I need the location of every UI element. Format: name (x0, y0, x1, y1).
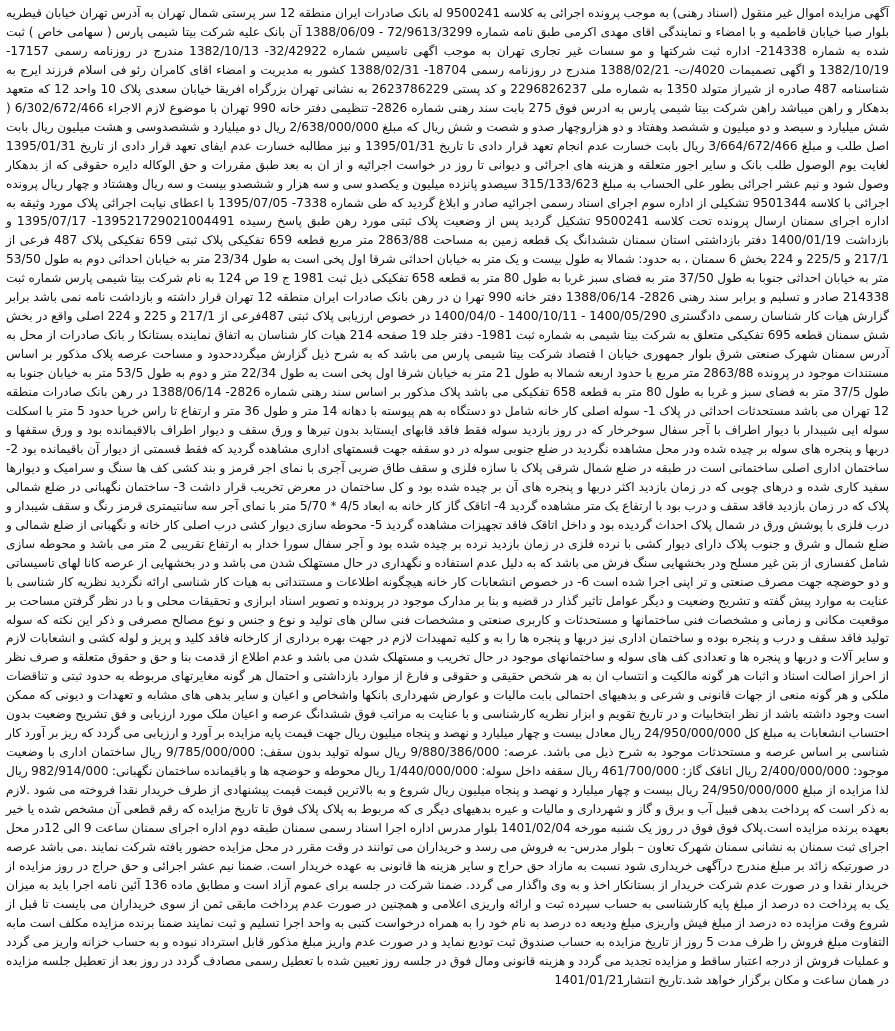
auction-notice-body: آگهی مزایده اموال غیر منقول (اسناد رهنی) به موجب پرونده اجرائی به کلاسه 9500241 له بانک صادرات ایران منطقه 12 سر پرستی شمال تهران به آدرس تهران خیابان قیطریه بلوار صبا خیابان قاطمیه و با امضاء و نمایندگی اقای مهدی اکرمی طبق نامه شماره 72/9613/3299 - 1388/06/09 آن بانک علیه شرکت بیتا شیمی پارس ( سهامی خاص ) ثبت شده به شماره 214338- اداره ثبت شرکتها و مو سسات غیر تجاری تهران به موجب اگهی تاسیس شماره 32/42922- 1382/10/13 مندرج در روزنامه رسمی 17157- 1382/10/19 و اگهی تصمیمات 4020/ت- 1388/02/21 مندرج در روزنامه رسمی 18704- 1388/02/31 کشور به مدیریت و امضاء اقای کامران رئو فی اسلام فرزند ایرج به شناسنامه 487 صادره از شیراز متولد 1350 به شماره ملی 2296826237 و کد پستی 2623786229 به نشانی تهران بزرگراه افریقا خیابان سعدی پلاک 10 واحد 12 که متعهد بدهکار و راهن میباشد راهن شرکت بیتا شیمی پارس به ادرس فوق 275 بابت سند رهنی شماره 2826- تنظیمی دفتر خانه 990 تهران با موضوع لازم الاجراء 6/302/672/466 ( شش میلیارد و سیصد و دو میلیون و ششصد وهفتاد و دو هزاروچهار صدو و شصت و شش ریال که مبلغ 2/638/000/000 ریال دو میلیارد و ششصدوسی و هشت میلیون ریال بابت اصل طلب و مبلغ 3/664/672/466 ریال بابت خسارت عدم انجام تعهد قرار دادی تا تاریخ 1395/01/31 و نیز مطالبه خسارت عدم ایفای تعهد قرار دادی از تاریخ 1395/01/31 لغایت یوم الوصول طلب بانک و سایر اجور متعلقه و هزینه های اجرائی و دیوانی تا روز در خواست اجرائیه و از ان به بعد طبق مقررات و حق الوکاله دایره حقوقی که از بدهکار وصول شود و نیم عشر اجرائی بطور علی الحساب به مبلغ 315/133/623 سیصدو پانزده میلیون و یکصدو سی و سه هزار و ششصدو بیست و سه ریال وهشتاد و چهار ریال پرونده اجرائی با کلاسه 9501344 تشکیلی از اداره سوم اجرای اسناد رسمی اجرائیه صادر و ابلاغ گردید که طی شماره 7338- 1395/07/05 با اعطای نیابت اجرائی پلاک مورد وثیقه به اداره اجرای سمنان ارسال پرونده تحت کلاسه 9500241 تشکیل گردید پس از وضعیت پلاک ثبتی مورد رهن طبق پاسخ رسیده 139521729021004491- 1395/07/17 و بازداشت 1400/01/19 دفتر بازداشتی استان سمنان ششدانگ یک قطعه زمین به مساحت 2863/88 متر مربع قطعه 659 تفکیکی پلاک ثبتی 659 تفکیکی پلاک 487 فرعی از 217/1 و 225/5 و 224 بخش 6 سمنان ، به حدود: شمالا به طول بیست و یک متر به خیابان احداثی شرقا اول پخی است به طول 23/34 متر به خیابان احداثی دوم به طول 53/50 متر به خیابان احداثی جنوبا به طول 37/50 متر به فضای سبز غربا به طول 80 متر به قطعه 658 تفکیکی ذیل ثبت 1981 ج 19 ص 124 به نام شرکت بیتا شیمی پارس شماره ثبت 214338 صادر و تسلیم و برابر سند رهنی 2826- 1388/06/14 دفتر خانه 990 تهرا ن در رهن بانک صادرات ایران منطقه 12 تهران قرار داشته و بازداشت نامه نمی باشد برابر گزارش هیات کار شناسان رسمی دادگستری 1400/05/290 - 1400/10/11 - 1400/04/0 در خصوص ارزیابی پلاک ثبتی 487فرعی از 217/1 و 225 و 224 اصلی واقع در بخش شش سمنان قطعه 695 تفکیکی متعلق به شرکت بیتا شیمی به شماره ثبت 1981- دفتر جلد 19 صفحه 214 هیات کار شناسان به اتفاق نماینده بستانکا ر بانک صادرات از محل به آدرس سمنان شهرک صنعتی شرق بلوار جمهوری خیابان ا قتصاد شرکت بیتا شیمی پارس می باشد که به شرح ذیل گزارش میگرددحدود و مساحت عرصه پلاک مذکور بر اساس مستندات موجود در پرونده 2863/88 متر مربع با حدود اربعه شمالا به طول 21 متر به خیابان شرقا اول پخی است به طول 22/34 متر و دوم به طول 53/5 متر به خیابان جنوبا به طول 37/5 متر به فضای سبز و غربا به طول 80 متر به قطعه 658 تفکیکی می باشد پلاک مذکور بر اساس سند رهنی شماره 2826- 1388/06/14 در رهن بانک صادرات منطقه 12 تهران می باشد مستحدثات احداثی در پلاک 1- سوله اصلی کار خانه شامل دو دستگاه به هم پیوسته با دهانه 14 متر و طول 36 متر و ارتفاع تا راس خرپا حدود 5 متر با اسکلت سوله ایی شیبدار با دیوار اطراف با آجر سفال سوخرخار که در روز بازدید سوله فقط فاقد قابهای ایستابد بدون تیرها و ورق سقف و دیوار اطراف بالاقیمانده بود و ورق سقفها و دربها و پنجره های سوله بر چیده شده ودر محل مشاهده نگردید در ضلع جنوبی سوله در دو سقفه جهت قسمتهای اداری مشاهده گردید که فقط قسمتی از دیوار آن باقیمانده بود 2- ساختمان اداری اصلی ساختمانی است در طبقه در ضلع شمال شرقی پلاک با سازه فلزی و سقف طاق ضربی آجری با نمای اجر قرمز و بند کشی کف ها سنگ و سرامیک و دیوارها سفید کاری شده و درهای چوبی که در زمان بازدید اکثر دربها و پنجره های آن بر چیده شده بود و کل ساختمان در معرض تخریب قرار داشت 3- ساختمان نگهبانی در ضلع شمالی پلاک که در زمان بازدید فاقد سقف و درب بود با ارتفاع یک متر مشاهده گردید 4- اتاقک گاز کار خانه به ابعاد 4/5 * 5/70 متر با نمای آجر سه سانتیمتری قرمز رنگ و سقف شیبدار و درب فلزی با پوشش ورق در شمال پلاک احداث گردیده بود و داخل اتاقک فاقد تجهیزات مشاهده گردید 5- محوطه سازی دیوار کشی درب اصلی کار خانه و نگهبانی از ضلع شمالی و ضلع شمال و شرق و جنوب پلاک دارای دیوار کشی با نرده فلزی در زمان بازدید نرده بر چیده شده بود و آجر سفال سورا خدار به ارتفاع تقریبی 2 متر می باشد و محوطه سازی شامل کفسازی از بتن غیر مسلح ودر بخشهایی سنگ فرش می باشد که به دلیل عدم استفاده و نگهداری در حال مستهلک شدن می باشد و در بخشهایی از عرصه کانا لهای تاسیساتی و دو حوضچه جهت مصرف صنعتی و تر اپنی اجرا شده است 6- در خصوص انشعابات کار خانه هیچگونه اطلاعات و مستنداتی به هیات کار شناسی ارائه نگردید نظریه کار شناسی با عنایت به موارد پیش گفته و تشریح وضعیت و دیگر عوامل تاثیر گذار در قضیه و بنا بر مدارک موجود در پرونده و تصویر اسناد ابرازی و تحقیقات محلی و با در نظر گرفتن مساحت بر موقعیت مکانی و زمانی و مشخصات فنی ساختمانها و مستحدثات و کاربری صنعتی و مشخصات فنی سالن های تولید و نوع و جنس و نوع مصالح مصرفی و ذکر این نکته که سوله تولید فاقد سقف و درب و پنجره بوده و ساختمان اداری نیز دربها و پنجره ها را به و کلیه تمهیدات لازم در جهت بهره برداری از کارخانه فاقد کلید و پریز و لوله کشی و انشعابات لازم و سایر آلات و دربها و پنجره ها و تعدادی کف های سوله و ساختمانهای موجود در حال تخریب و مستهلک شدن می باشد و عدم اطلاع از قدمت بنا و حق و حقوق متعلقه و صرف نظر از احراز اصالت اسناد و اثبات هر گونه مالکیت و انتساب ان به هر شخص حقیقی و حقوقی و فارغ از موارد بازداشتی و احتمال هر گونه مغایرتهای مربوطه به حدود ثبتی و تناقضات ملکی و هر گونه منعی از جهات قانونی و شرعی و بدهیهای احتمالی بابت مالیات و عوارض شهرداری بانکها واشخاص و اعیان و سایر بدهی های مشابه و تعهدات و دیونی که ممکن است وجود داشته باشد از نظر ابتخابیات و در تاریخ تقویم و ابزار نظریه کارشناسی و با عنایت به مراتب فوق ششدانگ عرصه و اعیان ملک مورد ارزیابی و فق تشریح وضعیت بدون احتساب انشعابات به مبلغ کل 24/950/000/000 ریال معادل بیست و چهار میلیارد و نهصد و پنجاه میلیون ریال جهت قیمت پایه مزایده بر آورد و ارزیابی می گردد که ریز بر آورد کار شناسی بر اساس عرصه و مستحدثات موجود به شرح ذیل می باشد. عرصه: 9/880/386/000 ریال سوله تولید بدون سقف: 9/785/000/000 ریال ساختمان اداری با وضعیت موجود: 2/400/000/000 ریال اتاقک گاز: 461/700/000 ریال سقفه داخل سوله: 1/440/000/000 ریال محوطه و حوضچه ها و باقیمانده ساختمان نگهبانی: 982/914/000 ریال لذا مزایده از مبلغ 24/950/000/000 ریال بیست و چهار میلیارد و نهصد و پنجاه میلیون ریال شروع و به بالاترین قیمت قیمت پیشنهادی از طرف خریدار نقدا فروخته می شود .لازم به ذکر است که پرداخت بدهی قبیل آب و برق و گاز و شهرداری و مالیات و عیره بدهیهای دیگر ی که مربوط به پلاک پلاک فوق تا تاریخ مزایده که رقم قطعی آن مشخص شده یا خیر بعهده برنده مزایده است.پلاک فوق فوق در روز یک شنبه مورخه 1401/02/04 بلوار مدرس اداره اجرا اسناد رسمی سمنان طبقه دوم اداره اجرای سمنان ساعت 9 الی 12در محل اجرای ثبت سمنان به نشانی سمنان شهرک تعاون – بلوار مدرس- به فروش می رسد و خریداران می توانند در وقت مقرر در محل مزایده حضور یافته شرکت نمایند .می باشد عرصه در صورتیکه زائد بر مبلغ مندرج درآگهی خریداری شود نسبت به مازاد حق حراج و سایر هزینه ها قانونی به عهده خریدار است. ضمنا نیم عشر اجرائی و حق حراج در روز مزایده از خریدار نقدا و در صورت عدم شرکت خریدار از بستانکار اخذ و به وی واگذار می گردد. ضمنا شرکت در جلسه برای عموم آزاد است و مطابق ماده 136 آئین نامه اجرا باید به میزان یک به پرداخت ده درصد از مبلغ پایه کارشناسی به حساب سپرده ثبت و ارائه واریزی اعلامی و همچنین در صورت عدم پرداخت مابقی ثمن از سوی خریداران می بایست تا قبل از شروع وقت مزایده ده درصد از مبلغ فیش واریزی مبلغ ودیعه ده درصد به نام خود را به همراه درخواست کتبی به واحد اجرا تسلیم و ثبت نمایند ضمنا برنده مزایده مکلف است مابه التفاوت مبلغ فروش را ظرف مدت 5 روز از تاریخ مزایده به حساب صندوق ثبت تودیع نماید و در صورت عدم واریز مبلغ مذکور قابل استرداد نبوده و به حساب خزانه واریز می گردد و عملیات فروش از درجه اعتبار ساقط و مزایده تجدید می گردد و هزینه قانونی ومال فوق در جلسه روز تعیین شده با تعطیل رسمی مصادف گردد در روز بعد از تعطیل جلسه مزایده در همان ساعت و مکان برگزار خواهد شد.تاریخ انتشار1401/01/21 (6, 6, 890, 987)
